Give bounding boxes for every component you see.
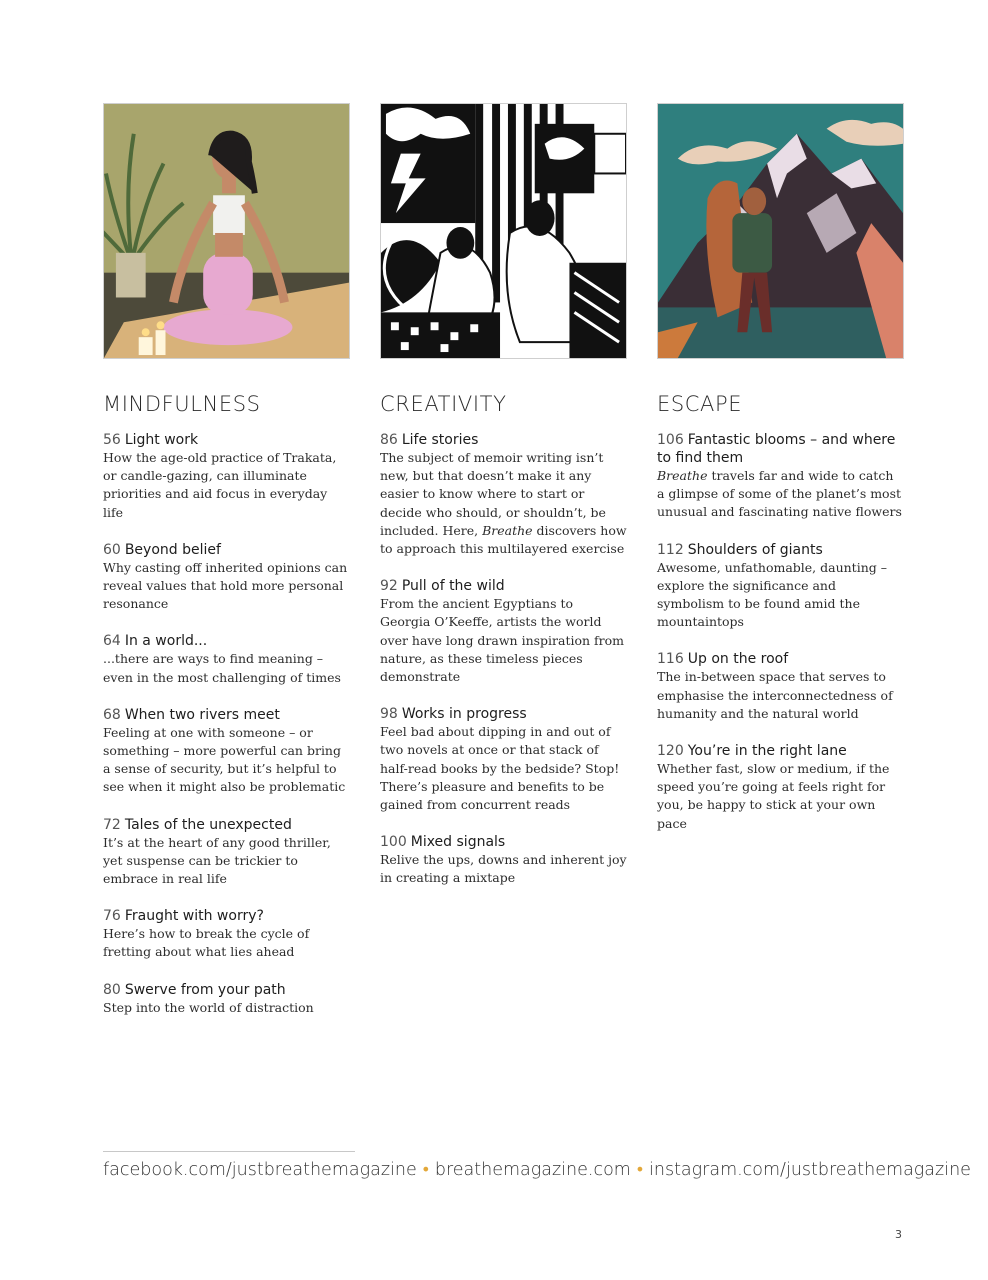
page-number: 116	[657, 651, 684, 668]
page-number: 60	[103, 541, 121, 558]
page-number: 112	[657, 541, 684, 558]
creativity-column	[380, 103, 627, 907]
page-number: 68	[103, 706, 121, 723]
section-heading: ESCAPE	[657, 392, 743, 416]
article-description: ...there are ways to find meaning – even in the most challenging of times	[103, 651, 341, 685]
page-number-footer: 3	[895, 1228, 902, 1241]
toc-entry[interactable]	[380, 577, 627, 686]
article-description: Step into the world of distraction	[103, 999, 314, 1015]
page-number: 106	[657, 432, 684, 448]
toc-entry[interactable]	[657, 541, 904, 632]
toc-entry[interactable]	[103, 632, 350, 686]
article-title: Beyond belief	[124, 541, 221, 558]
toc-entry[interactable]	[657, 742, 904, 833]
article-title: You’re in the right lane	[687, 743, 847, 760]
mountain-illustration	[657, 103, 904, 359]
article-title: Fraught with worry?	[124, 908, 264, 925]
page-number: 100	[380, 834, 407, 851]
article-description: Feel bad about dipping in and out of two novels at once or that stack of half-read books by the bedside? Stop! There’s pleasure and benefits to be gained from concurrent reads	[380, 724, 620, 813]
article-description: Whether fast, slow or medium, if the speed you’re going at feels right for you, be happy to stick at your own pace	[657, 761, 890, 831]
toc-entry[interactable]	[103, 907, 350, 961]
article-title: Pull of the wild	[401, 578, 505, 595]
website-link[interactable]: breathemagazine.com	[434, 1160, 631, 1180]
reading-illustration	[380, 103, 627, 359]
toc-entry[interactable]	[103, 981, 350, 1017]
article-title: Shoulders of giants	[687, 541, 823, 558]
article-title: Tales of the unexpected	[124, 816, 292, 833]
article-title: In a world...	[124, 633, 208, 650]
article-description: The in-between space that serves to emphasise the interconnectedness of humanity and the natural world	[657, 669, 893, 721]
separator-dot: •	[422, 1160, 429, 1180]
article-description: How the age-old practice of Trakata, or candle-gazing, can illuminate priorities and aid focus in everyday life	[103, 450, 337, 520]
toc-entry[interactable]	[380, 833, 627, 887]
article-title: When two rivers meet	[124, 706, 280, 723]
footer-divider	[103, 1151, 355, 1152]
article-description: Here’s how to break the cycle of fretting about what lies ahead	[103, 926, 310, 960]
toc-entry[interactable]	[657, 650, 904, 723]
page-number: 64	[103, 633, 121, 650]
article-description: Feeling at one with someone – or something – more powerful can bring a sense of security, but it’s helpful to see when it might also be problematic	[103, 724, 346, 795]
toc-entry[interactable]	[380, 431, 627, 558]
article-description: Relive the ups, downs and inherent joy in creating a mixtape	[380, 852, 627, 886]
page-number: 86	[380, 432, 398, 448]
escape-column	[657, 103, 904, 852]
toc-entry[interactable]	[103, 541, 350, 614]
article-title: Mixed signals	[410, 834, 506, 851]
separator-dot: •	[636, 1160, 643, 1180]
toc-entry[interactable]	[103, 706, 350, 797]
facebook-link[interactable]: facebook.com/justbreathemagazine	[103, 1160, 417, 1180]
article-description: Awesome, unfathomable, daunting – explore the significance and symbolism to be found amid the mountaintops	[657, 559, 887, 630]
toc-entry[interactable]	[103, 431, 350, 522]
section-heading: CREATIVITY	[380, 392, 507, 416]
article-description: It’s at the heart of any good thriller, yet suspense can be trickier to embrace in real life	[103, 834, 331, 887]
page-number: 76	[103, 908, 121, 925]
section-heading: MINDFULNESS	[103, 392, 261, 416]
article-title: Works in progress	[401, 706, 527, 723]
article-title: Fantastic blooms – and where to find them	[657, 432, 896, 466]
article-description: The subject of memoir writing isn’t new, but that doesn’t make it any easier to know where to start or decide who should, or shouldn’t, be included. Here, Breathe discovers how to approach this multilayered exercise	[380, 450, 627, 557]
article-title: Life stories	[401, 432, 479, 448]
page-number: 92	[380, 578, 398, 595]
article-title: Light work	[124, 432, 199, 448]
toc-entry[interactable]	[103, 816, 350, 889]
article-description: Why casting off inherited opinions can reveal values that hold more personal resonance	[103, 559, 348, 612]
instagram-link[interactable]: instagram.com/justbreathemagazine	[649, 1160, 971, 1180]
mindfulness-column	[103, 103, 350, 1036]
article-description: Breathe travels far and wide to catch a glimpse of some of the planet’s most unusual and fascinating native flowers	[657, 468, 902, 520]
meditation-illustration	[103, 103, 350, 359]
page-number: 80	[103, 981, 121, 998]
page-number: 72	[103, 816, 121, 833]
page-number: 56	[103, 432, 121, 448]
toc-entry[interactable]	[657, 431, 904, 522]
article-title: Up on the roof	[687, 651, 789, 668]
page-number: 98	[380, 706, 398, 723]
page-number: 120	[657, 743, 684, 760]
article-description: From the ancient Egyptians to Georgia O’Keeffe, artists the world over have long drawn inspiration from nature, as these timeless pieces demonstrate	[380, 596, 625, 685]
article-title: Swerve from your path	[124, 981, 286, 998]
toc-entry[interactable]	[380, 705, 627, 814]
social-links	[103, 1159, 971, 1180]
